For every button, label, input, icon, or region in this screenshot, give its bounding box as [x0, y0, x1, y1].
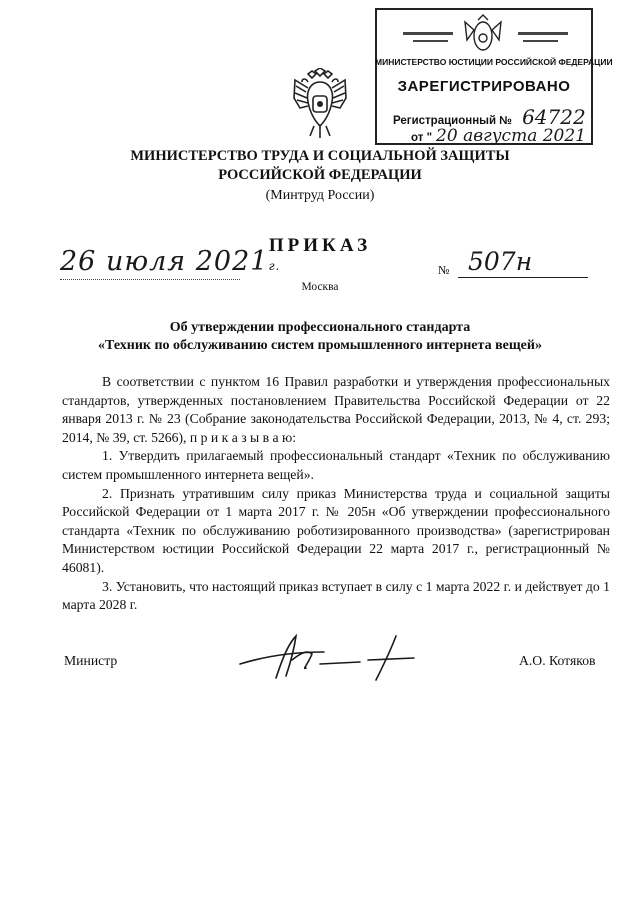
order-subject	[0, 319, 640, 355]
body-item-1: 1. Утвердить прилагаемый профессиональный стандарт «Техник по обслуживанию систем промышленного интернета вещей».	[62, 448, 610, 482]
order-date-value: 26 июля 2021	[60, 246, 269, 277]
stamp-reg-label: Регистрационный №	[393, 115, 513, 127]
body-intro: В соответствии с пунктом 16 Правил разработки и утверждения профессиональных стандартов, утвержденных постановлением Правительства Российской Федерации от 22 января 2013 г. № 23 (Собрание законодательства Российской Федерации, 2013, № 4, ст. 293; 2014, № 39, ст. 5266), п р и к а з ы в а ю:	[62, 374, 610, 445]
body-item-2: 2. Признать утратившим силу приказ Министерства труда и социальной защиты Российской Федерации от 1 марта 2017 г. № 205н «Об утверждении профессионального стандарта «Техник по обслуживанию роботизированного производства» (зарегистрирован Министерством юстиции Российской Федерации 22 марта 2017 г., регистрационный № 46081).	[62, 485, 610, 575]
date-underline	[60, 279, 240, 280]
ministry-line-1: МИНИСТЕРСТВО ТРУДА И СОЦИАЛЬНОЙ ЗАЩИТЫ	[130, 148, 510, 164]
stamp-reg-number: 64722	[522, 105, 586, 129]
ministry-short-name: (Минтруд России)	[265, 188, 375, 203]
document-type: ПРИКАЗ	[268, 235, 372, 256]
subject-line-2: «Техник по обслуживанию систем промышленного интернета вещей»	[98, 338, 542, 353]
stamp-date-value: 20 августа 2021	[436, 126, 586, 146]
coat-of-arms-icon	[292, 68, 348, 140]
number-underline	[458, 277, 588, 278]
order-number: 507н	[468, 247, 533, 276]
ministry-line-2: РОССИЙСКОЙ ФЕДЕРАЦИИ	[218, 167, 422, 183]
registration-stamp	[375, 8, 613, 146]
stamp-emblem-icon	[383, 14, 583, 58]
stamp-status: ЗАРЕГИСТРИРОВАНО	[397, 78, 571, 95]
signatory-name: А.О. Котяков	[519, 653, 596, 668]
ministry-name	[0, 147, 640, 185]
order-body	[62, 373, 610, 615]
order-city: Москва	[301, 281, 339, 293]
signatory-position: Министр	[64, 653, 118, 668]
body-item-3: 3. Установить, что настоящий приказ вступает в силу с 1 марта 2022 г. и действует до 1 марта 2028 г.	[62, 578, 610, 613]
order-number-label: №	[438, 263, 450, 277]
stamp-agency: МИНИСТЕРСТВО ЮСТИЦИИ РОССИЙСКОЙ ФЕДЕРАЦИИ	[375, 57, 613, 67]
subject-line-1: Об утверждении профессионального стандарта	[169, 320, 471, 335]
stamp-date-line	[411, 126, 586, 146]
stamp-date-prefix: от "	[411, 132, 433, 144]
order-date	[60, 246, 280, 277]
order-date-suffix: г.	[268, 259, 281, 273]
handwritten-signature	[236, 630, 426, 682]
